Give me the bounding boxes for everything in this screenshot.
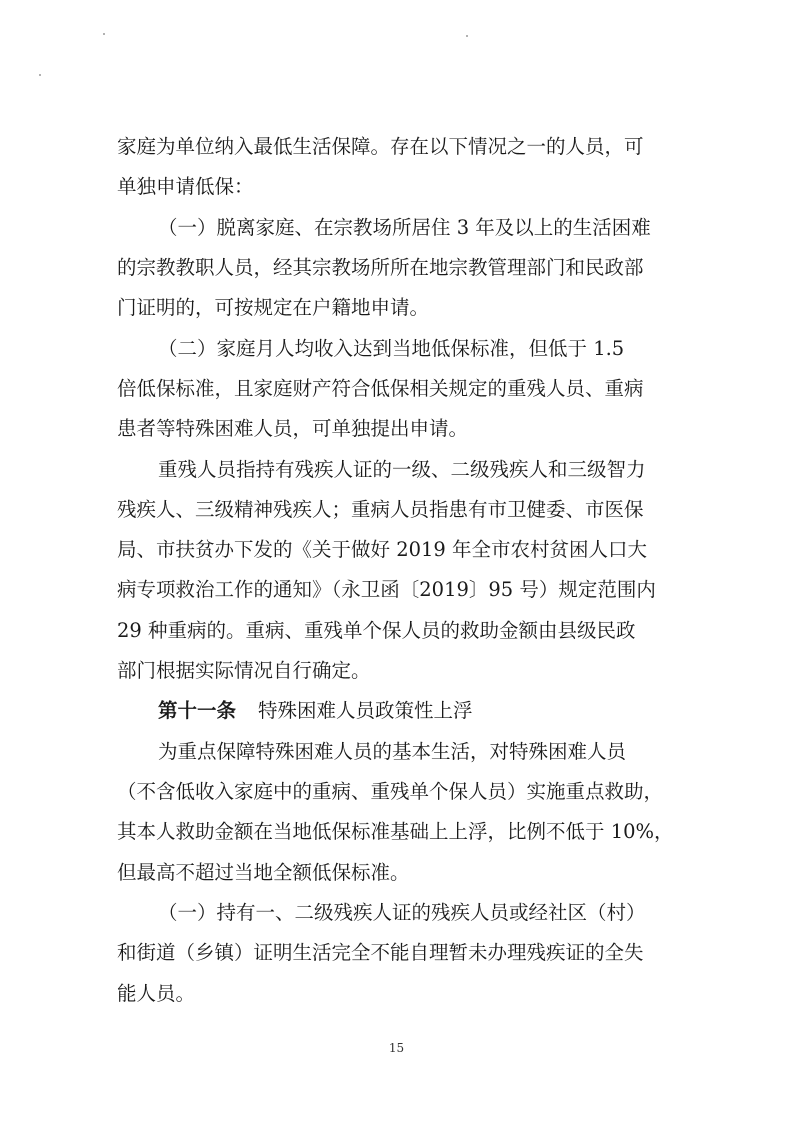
page-number: 15 [388,1041,405,1055]
text-line: 和街道（乡镇）证明生活完全不能自理暂未办理残疾证的全失 [117,941,644,964]
text-line: （一）持有一、二级残疾人证的残疾人员或经社区（村） [158,901,646,924]
article-heading [158,696,473,726]
text-line: 门证明的，可按规定在户籍地申请。 [117,296,430,319]
text-line: 重残人员指持有残疾人证的一级、二级残疾人和三级智力 [158,458,646,481]
text-line: 患者等特殊困难人员，可单独提出申请。 [117,417,469,440]
text-line: 家庭为单位纳入最低生活保障。存在以下情况之一的人员，可 [117,135,644,158]
article-number: 第十一条 [158,699,237,722]
text-line: （一）脱离家庭、在宗教场所居住 3 年及以上的生活困难 [158,216,651,239]
text-line: （二）家庭月人均收入达到当地低保标准，但低于 1.5 [158,337,625,360]
text-line: 能人员。 [117,982,196,1005]
scan-speck [39,74,41,76]
text-line: 单独申请低保： [117,175,254,198]
text-line: 但最高不超过当地全额低保标准。 [117,861,410,884]
text-line: 为重点保障特殊困难人员的基本生活，对特殊困难人员 [158,740,627,763]
text-line: 倍低保标准，且家庭财产符合低保相关规定的重残人员、重病 [117,377,644,400]
scan-speck [103,33,105,35]
text-line: 其本人救助金额在当地低保标准基础上上浮，比例不低于 10%， [117,820,674,843]
article-title: 特殊困难人员政策性上浮 [258,699,473,722]
text-line: 部门根据实际情况自行确定。 [117,659,371,682]
text-line: 29 种重病的。重病、重残单个保人员的救助金额由县级民政 [117,619,636,642]
text-line: 局、市扶贫办下发的《关于做好 2019 年全市农村贫困人口大 [117,538,648,561]
text-line: （不含低收入家庭中的重病、重残单个保人员）实施重点救助， [117,780,664,803]
scan-speck [466,35,468,37]
text-line: 病专项救治工作的通知》（永卫函〔2019〕95 号）规定范围内 [117,578,656,601]
text-line: 残疾人、三级精神残疾人；重病人员指患有市卫健委、市医保 [117,498,644,521]
text-line: 的宗教教职人员，经其宗教场所所在地宗教管理部门和民政部 [117,256,644,279]
